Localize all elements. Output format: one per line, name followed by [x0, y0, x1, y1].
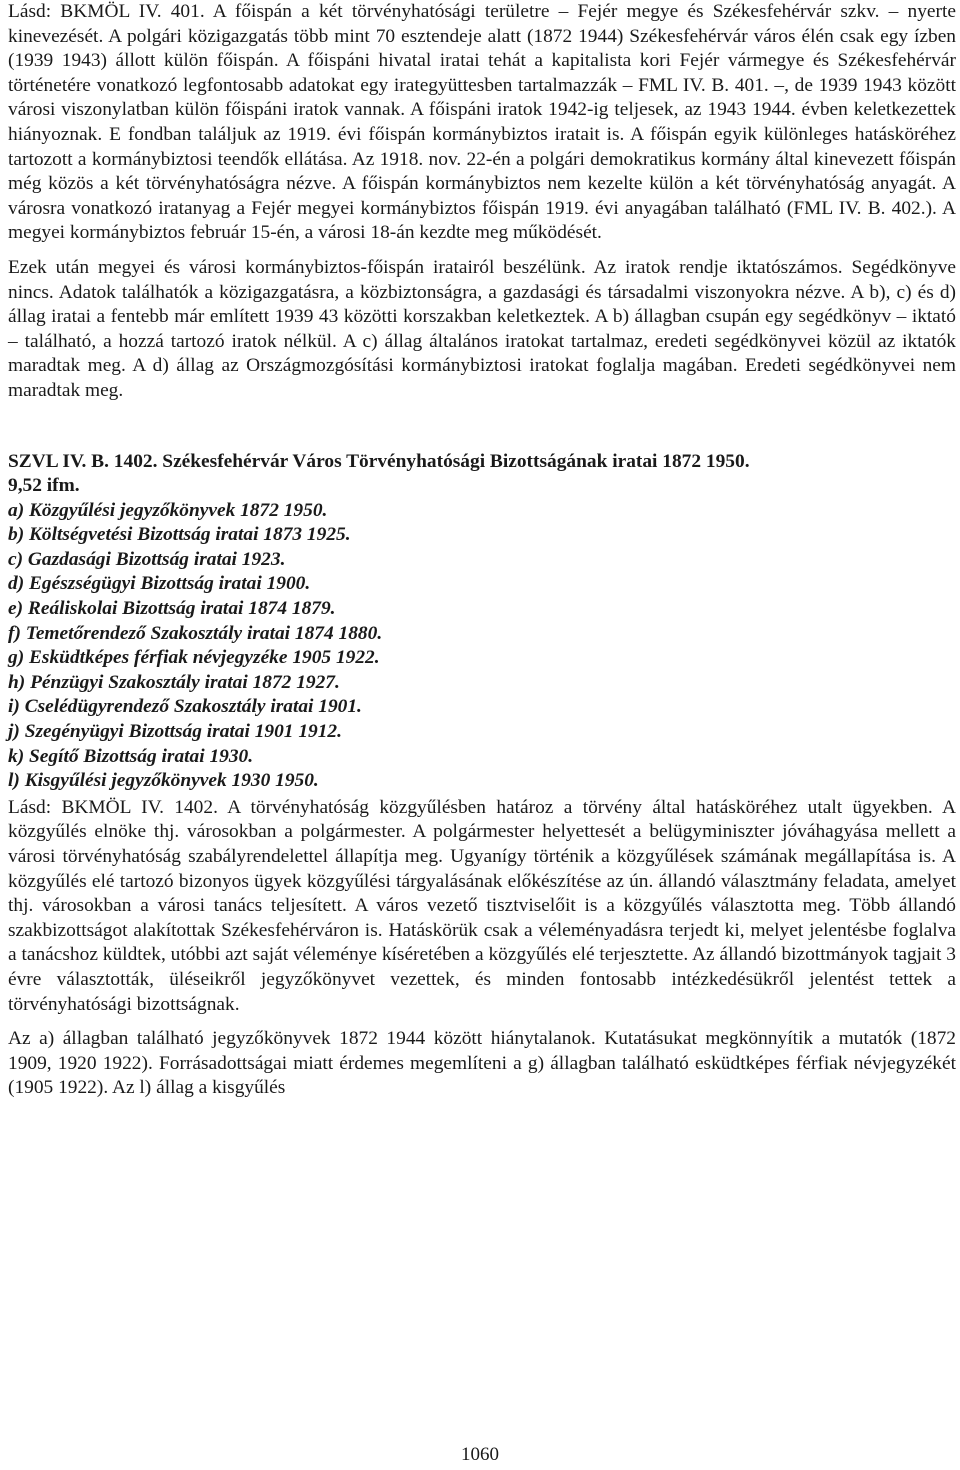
series-item-e: e) Reáliskolai Bizottság iratai 1874 1879. [8, 598, 336, 620]
series-item-b: b) Költségvetési Bizottság iratai 1873 1925. [8, 524, 351, 546]
page-number: 1060 [461, 1444, 499, 1465]
paragraph-spacer [8, 1017, 956, 1027]
series-list [8, 499, 956, 794]
paragraph-main-text-1: Lásd: BKMÖL IV. 401. A főispán a két törvényhatósági területre – Fejér megye és Székesfehérvár szkv. – nyerte kinevezését. A polgári közigazgatás több mint 70 esztendeje alatt (1872 1944) Székesfehérvár város élén csak egy ízben (1939 1943) állott külön főispán. A főispáni hivatal iratai tehát a kapitalista kori Fejér vármegye és Székesfehérvár történetére vonatkozó legfontosabb adatokat egy irategyüttesben tartalmazzák – FML IV. B. 401. –, de 1939 1943 között városi viszonylatban külön főispáni iratok vannak. A főispáni iratok 1942-ig teljesek, az 1943 1944. évben keletkezettek hiányoznak. E fondban találjuk az 1919. évi főispán kormánybiztos iratait is. A főispán egyik különleges hatásköréhez tartozott a kormánybiztosi teendők ellátása. Az 1918. nov. 22-én a polgári demokratikus kormány által kinevezett főispán még közös a két törvényhatóságra nézve. A főispán kormánybiztos nem kezelte külön a két törvényhatóság anyagát. A városra vonatkozó iratanyag a Fejér megyei kormánybiztos főispán 1919. évi anyagában található (FML IV. B. 402.). A megyei kormánybiztos február 15-én, a városi 18-án kezdte meg működését. [8, 1, 956, 244]
series-item-j: j) Szegényügyi Bizottság iratai 1901 1912. [8, 721, 342, 743]
series-item-l: l) Kisgyűlési jegyzőkönyvek 1930 1950. [8, 770, 319, 792]
fond-heading-title: SZVL IV. B. 1402. Székesfehérvár Város Törvényhatósági Bizottságának iratai 1872 1950. [8, 450, 750, 472]
paragraph-spacer [8, 246, 956, 256]
section-spacer [8, 404, 956, 450]
series-item-a: a) Közgyűlési jegyzőkönyvek 1872 1950. [8, 499, 328, 521]
paragraph-description-1: Lásd: BKMÖL IV. 1402. A törvényhatóság közgyűlésben határoz a törvény által hatásköréhez utalt ügyekben. A közgyűlés elnöke thj. városokban a polgármester. A polgármester helyettesét a belügyminiszter jóváhagyása mellett a városi törvényhatóság szabályrendelettel állapítja meg. Ugyanígy történik a közgyűlések számának megállapítása is. A közgyűlés elé tartozó bizonyos ügyek közgyűlési tárgyalásának előkészítése az ún. állandó választmány feladata, amelyet thj. városokban a városi tanács teljesített. A város vezető tisztviselőit is a közgyűlés választotta meg. Több állandó szakbizottságot alakítottak Székesfehérváron is. Hatáskörük csak a véleményadásra terjedt ki, melyet jelentésbe foglalva a tanácshoz küldtek, utóbbi azt saját véleménye kíséretében a közgyűlés elé terjesztette. Az állandó bizottmányok tagjait 3 évre választották, üléseikről jegyzőkönyvet vezettek, és minden fontosabb intézkedésükről jelentést tettek a törvényhatósági bizottságnak. [8, 796, 956, 1015]
series-item-f: f) Temetőrendező Szakosztály iratai 1874 1880. [8, 622, 383, 644]
series-item-k: k) Segítő Bizottság iratai 1930. [8, 745, 254, 767]
fond-heading [8, 450, 956, 499]
series-item-d: d) Egészségügyi Bizottság iratai 1900. [8, 573, 311, 595]
document-page [8, 0, 956, 1101]
paragraph-main-text-2: Ezek után megyei és városi kormánybiztos-főispán iratairól beszélünk. Az iratok rendje iktatószámos. Segédkönyve nincs. Adatok találhatók a közigazgatásra, a közbiztonságra, a gazdasági és társadalmi viszonyokra nézve. A b), c) és d) állag iratai a fentebb már említett 1939 43 közötti korszakban keletkeztek. A b) állagban csupán egy segédkönyv – iktató – található, a hozzá tartozó iratok nélkül. A c) állag általános iratokat tartalmaz, eredeti segédkönyvei közül az iktatók maradtak meg. A d) állag az Országmozgósítási kormánybiztosi iratokat foglalja magában. Eredeti segédkönyvei nem maradtak meg. [8, 256, 956, 401]
series-item-i: i) Cselédügyrendező Szakosztály iratai 1901. [8, 696, 362, 718]
series-item-h: h) Pénzügyi Szakosztály iratai 1872 1927. [8, 671, 340, 693]
paragraph-description-2: Az a) állagban található jegyzőkönyvek 1872 1944 között hiánytalanok. Kutatásukat megkönnyítik a mutatók (1872 1909, 1920 1922). Forrásadottságai miatt érdemes megemlíteni a g) állagban található esküdtképes férfiak névjegyzékét (1905 1922). Az l) állag a kisgyűlés [8, 1028, 956, 1099]
series-item-g: g) Esküdtképes férfiak névjegyzéke 1905 1922. [8, 647, 380, 669]
fond-heading-extent: 9,52 ifm. [8, 475, 80, 497]
series-item-c: c) Gazdasági Bizottság iratai 1923. [8, 548, 286, 570]
